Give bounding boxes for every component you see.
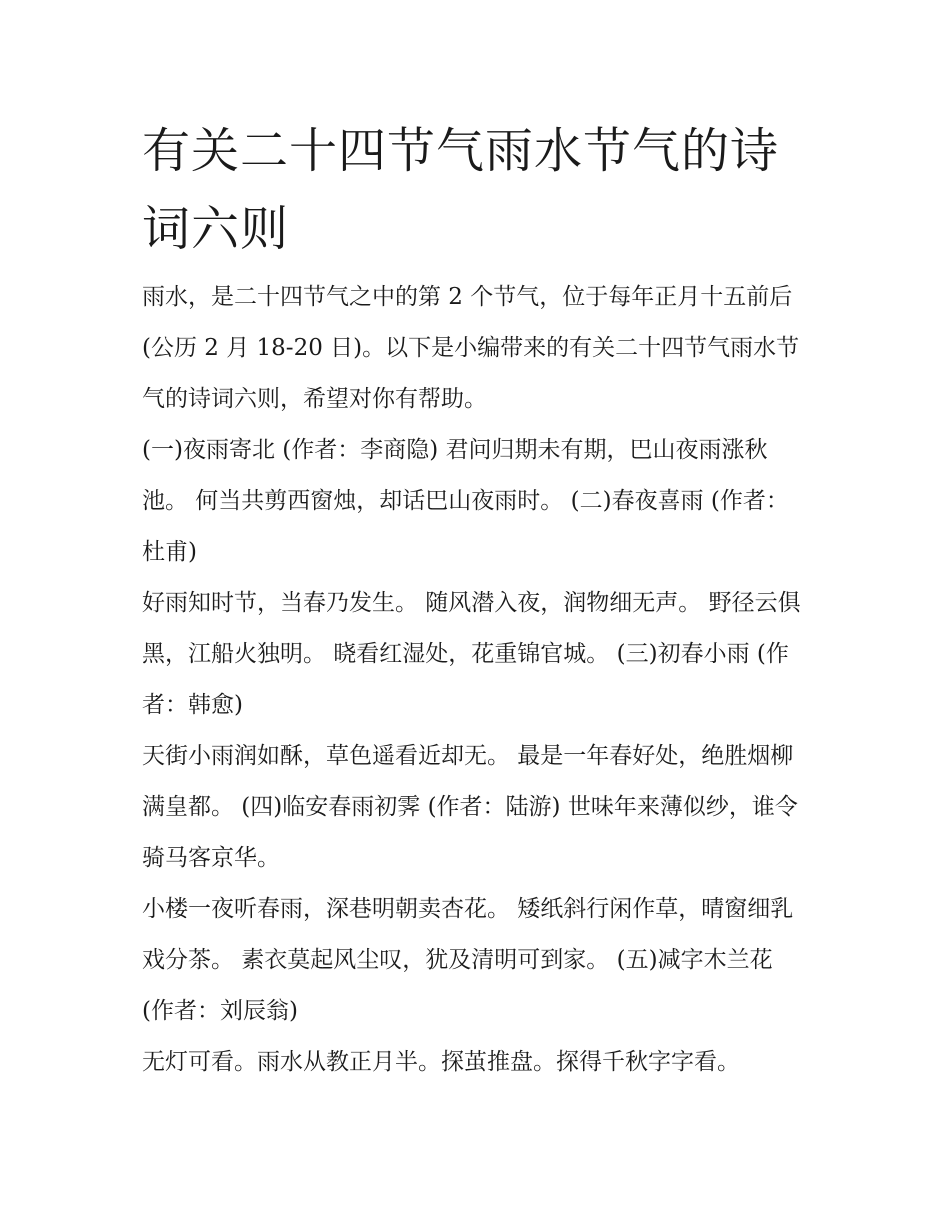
paragraph-poem-3: 天街小雨润如酥，草色遥看近却无。 最是一年春好处，绝胜烟柳满皇都。 (四)临安春雨初霁 (作者：陆游) 世味年来薄似纱，谁令骑马客京华。: [142, 743, 798, 871]
paragraph-intro: 雨水，是二十四节气之中的第 2 个节气，位于每年正月十五前后(公历 2 月 18-20 日)。以下是小编带来的有关二十四节气雨水节气的诗词六则，希望对你有帮助。: [142, 284, 800, 412]
document-title: 有关二十四节气雨水节气的诗词六则: [142, 123, 780, 257]
document-page: [142, 112, 810, 1088]
paragraph-poem-1: (一)夜雨寄北 (作者：李商隐) 君问归期未有期，巴山夜雨涨秋池。 何当共剪西窗烛，却话巴山夜雨时。 (二)春夜喜雨 (作者：杜甫): [142, 437, 789, 565]
paragraph-poem-5: 无灯可看。雨水从教正月半。探茧推盘。探得千秋字字看。: [142, 1049, 740, 1075]
paragraph-poem-2: 好雨知时节，当春乃发生。 随风潜入夜，润物细无声。 野径云俱黑，江船火独明。 晓看红湿处，花重锦官城。 (三)初春小雨 (作者：韩愈): [142, 590, 801, 718]
paragraph-poem-4: 小楼一夜听春雨，深巷明朝卖杏花。 矮纸斜行闲作草，晴窗细乳戏分茶。 素衣莫起风尘叹，犹及清明可到家。 (五)减字木兰花 (作者：刘辰翁): [142, 896, 794, 1024]
